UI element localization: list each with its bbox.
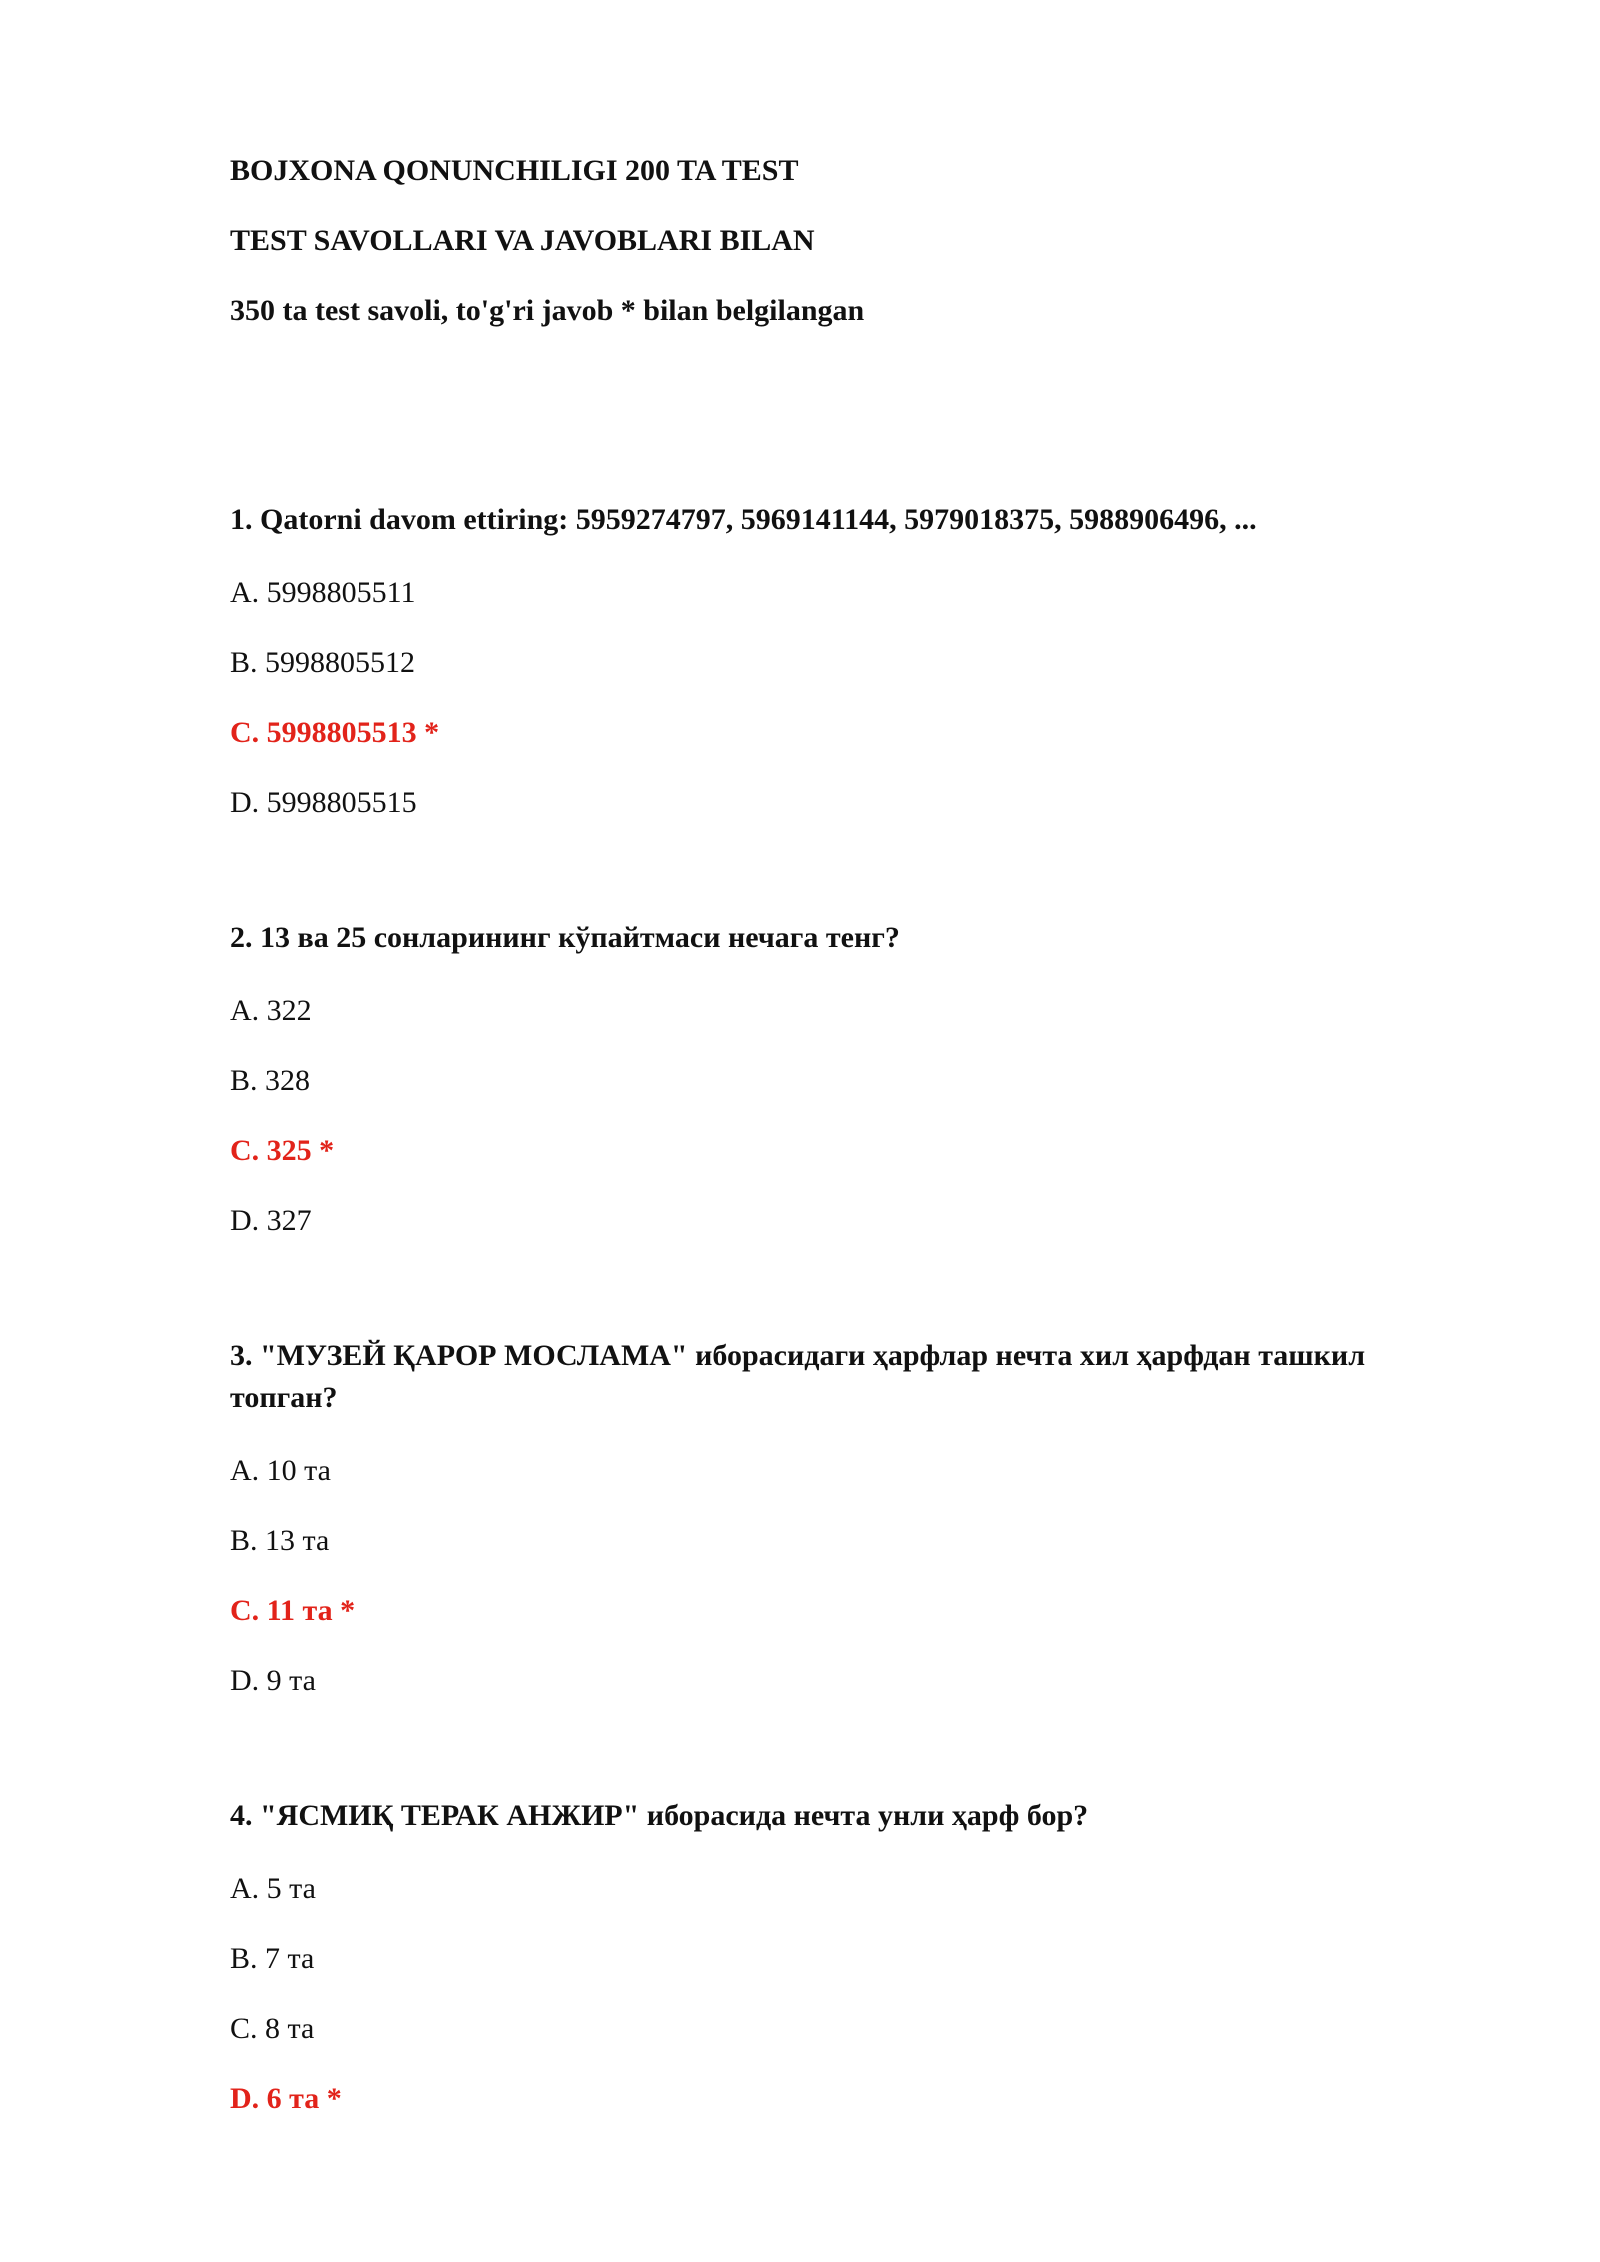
option-c-correct: C. 325 * — [230, 1134, 335, 1167]
question-text: 4. "ЯСМИҚ ТЕРАК АНЖИР" иборасида нечта унли ҳарф бор? — [230, 1799, 1089, 1832]
option-a: A. 322 — [230, 994, 312, 1027]
option-d: D. 5998805515 — [230, 786, 417, 819]
document-note: 350 ta test savoli, to'g'ri javob * bilan belgilangan — [230, 294, 865, 327]
option-c-correct: C. 11 та * — [230, 1594, 356, 1627]
question-2 — [230, 917, 1480, 1239]
option-d: D. 327 — [230, 1204, 312, 1237]
option-b: B. 328 — [230, 1064, 311, 1097]
question-text: 1. Qatorni davom ettiring: 5959274797, 5969141144, 5979018375, 5988906496, ... — [230, 503, 1257, 536]
option-b: B. 13 та — [230, 1524, 330, 1557]
question-3 — [230, 1335, 1480, 1699]
option-a: A. 5 та — [230, 1872, 316, 1905]
document-title: BOJXONA QONUNCHILIGI 200 TA TEST — [230, 154, 799, 187]
option-b: B. 7 та — [230, 1942, 315, 1975]
question-text: 2. 13 ва 25 сонларининг кўпайтмаси нечага тенг? — [230, 921, 900, 954]
option-c-correct: C. 5998805513 * — [230, 716, 440, 749]
option-c: C. 8 та — [230, 2012, 315, 2045]
question-1 — [230, 499, 1480, 821]
option-a: A. 10 та — [230, 1454, 331, 1487]
question-text: 3. "МУЗЕЙ ҚАРОР МОСЛАМА" иборасидаги ҳарфлар нечта хил ҳарфдан ташкил топган? — [230, 1339, 1366, 1414]
document-subtitle: TEST SAVOLLARI VA JAVOBLARI BILAN — [230, 224, 815, 257]
option-d-correct: D. 6 та * — [230, 2082, 342, 2115]
option-d: D. 9 та — [230, 1664, 316, 1697]
option-a: A. 5998805511 — [230, 576, 416, 609]
question-4 — [230, 1795, 1480, 2117]
option-b: B. 5998805512 — [230, 646, 416, 679]
